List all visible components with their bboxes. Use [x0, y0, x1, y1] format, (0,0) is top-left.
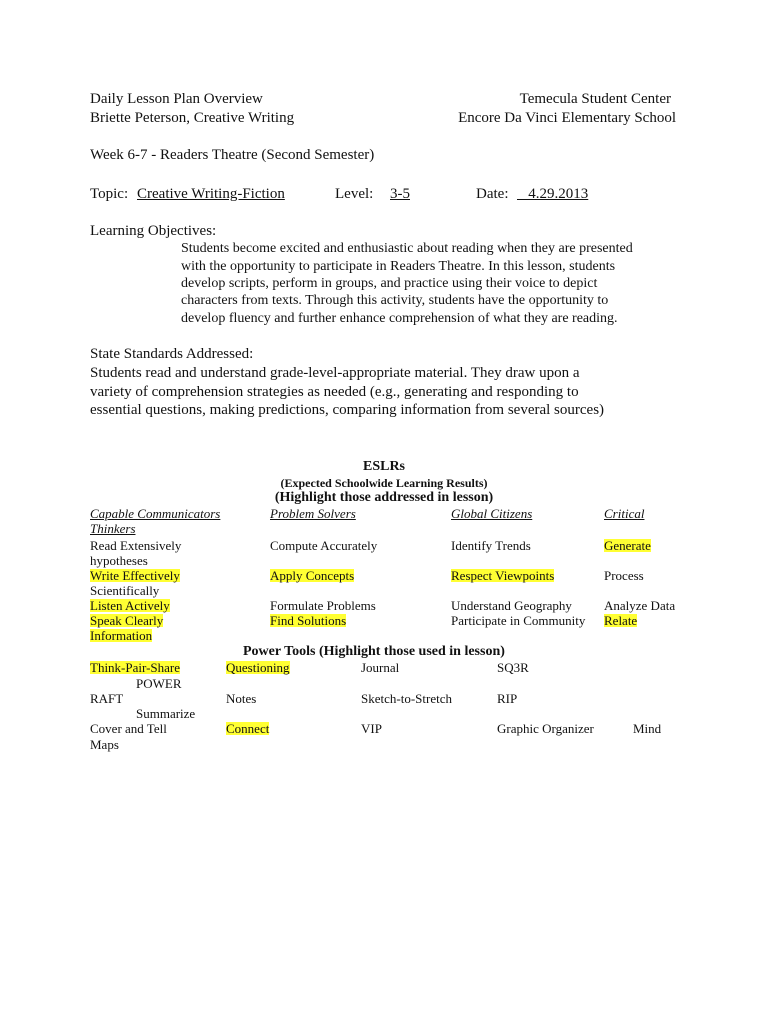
- eslr-write-effectively: Write Effectively: [90, 568, 180, 583]
- tool-mind: Mind: [633, 721, 662, 736]
- eslr-listen-actively: Listen Actively: [90, 598, 170, 613]
- col-header-global-citizens: Global Citizens: [451, 506, 533, 521]
- tool-maps: Maps: [90, 737, 119, 752]
- col-header-thinkers: Thinkers: [90, 521, 136, 536]
- tool-journal: Journal: [361, 660, 400, 675]
- tool-vip: VIP: [361, 721, 382, 736]
- eslrs-subtitle: (Expected Schoolwide Learning Results): [280, 476, 488, 490]
- tool-power: POWER: [136, 676, 182, 691]
- topic-value: Creative Writing-Fiction: [137, 186, 285, 202]
- power-tools-title: Power Tools (Highlight those used in lesson): [243, 644, 505, 659]
- objective-line: characters from texts. Through this activity, students have the opportunity to: [181, 293, 609, 308]
- date-label: Date:: [476, 186, 509, 202]
- standards-line: variety of comprehension strategies as needed (e.g., generating and responding to: [90, 384, 579, 400]
- eslr-participate-community: Participate in Community: [451, 613, 586, 628]
- doc-title: Daily Lesson Plan Overview: [90, 91, 263, 107]
- eslr-compute-accurately: Compute Accurately: [270, 538, 378, 553]
- tool-summarize: Summarize: [136, 706, 196, 721]
- eslrs-title: ESLRs: [362, 459, 406, 474]
- col-header-problem-solvers: Problem Solvers: [270, 506, 356, 521]
- standards-line: Students read and understand grade-level-appropriate material. They draw upon a: [90, 365, 580, 381]
- level-value: 3-5: [390, 186, 410, 202]
- tool-raft: RAFT: [90, 691, 124, 706]
- eslrs-instruction: (Highlight those addressed in lesson): [274, 490, 494, 505]
- eslr-apply-concepts: Apply Concepts: [270, 568, 355, 583]
- eslr-analyze-data: Analyze Data: [604, 598, 676, 613]
- tool-notes: Notes: [226, 691, 257, 706]
- standards-heading: State Standards Addressed:: [90, 346, 254, 362]
- tool-sketch-to-stretch: Sketch-to-Stretch: [361, 691, 452, 706]
- school-name: Encore Da Vinci Elementary School: [458, 110, 676, 126]
- tool-graphic-organizer: Graphic Organizer: [497, 721, 594, 736]
- eslr-hypotheses: hypotheses: [90, 553, 148, 568]
- week-line: Week 6-7 - Readers Theatre (Second Semester): [90, 147, 375, 163]
- eslr-identify-trends: Identify Trends: [451, 538, 531, 553]
- eslr-generate: Generate: [604, 538, 651, 553]
- tool-cover-and-tell: Cover and Tell: [90, 721, 167, 736]
- tool-sq3r: SQ3R: [497, 660, 529, 675]
- standards-line: essential questions, making predictions, comparing information from several sources): [90, 402, 605, 418]
- level-label: Level:: [335, 186, 374, 202]
- date-value: 4.29.2013: [517, 186, 589, 202]
- eslr-read-extensively: Read Extensively: [90, 538, 182, 553]
- tool-questioning: Questioning: [226, 660, 290, 675]
- author-line: Briette Peterson, Creative Writing: [90, 110, 295, 126]
- eslr-understand-geography: Understand Geography: [451, 598, 572, 613]
- eslr-process: Process: [604, 568, 644, 583]
- eslr-speak-clearly: Speak Clearly: [90, 613, 164, 628]
- center-name: Temecula Student Center: [519, 91, 671, 107]
- col-header-critical: Critical: [604, 506, 645, 521]
- eslr-scientifically: Scientifically: [90, 583, 160, 598]
- eslr-formulate-problems: Formulate Problems: [270, 598, 376, 613]
- topic-label: Topic:: [90, 186, 129, 202]
- objective-line: Students become excited and enthusiastic about reading when they are presented: [181, 241, 633, 256]
- tool-rip: RIP: [497, 691, 518, 706]
- eslr-find-solutions: Find Solutions: [270, 613, 347, 628]
- eslr-information: Information: [90, 628, 153, 643]
- eslr-respect-viewpoints: Respect Viewpoints: [451, 568, 555, 583]
- objective-line: develop fluency and further enhance comprehension of what they are reading.: [181, 311, 618, 326]
- eslr-relate: Relate: [604, 613, 638, 628]
- objectives-heading: Learning Objectives:: [90, 223, 217, 239]
- col-header-communicators: Capable Communicators: [90, 506, 221, 521]
- objective-line: with the opportunity to participate in Readers Theatre. In this lesson, students: [181, 259, 616, 274]
- tool-think-pair-share: Think-Pair-Share: [90, 660, 180, 675]
- tool-connect: Connect: [226, 721, 270, 736]
- objective-line: develop scripts, perform in groups, and practice using their voice to depict: [181, 276, 598, 291]
